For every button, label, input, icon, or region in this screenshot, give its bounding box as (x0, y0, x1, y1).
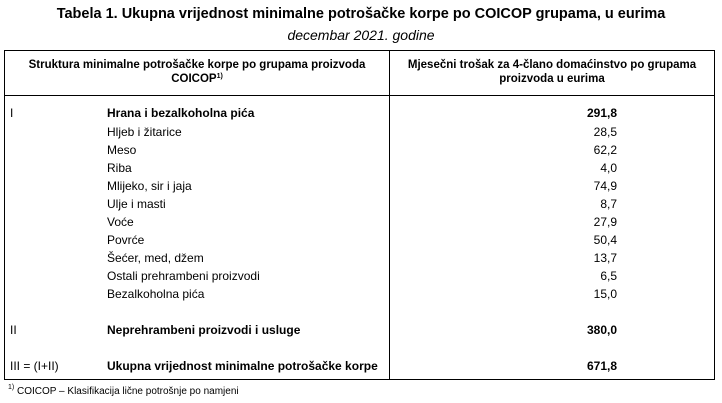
row-label: Ulje i masti (107, 197, 166, 211)
row-number: III = (I+II) (10, 359, 59, 373)
row-value: 27,9 (593, 215, 617, 229)
table-row (5, 177, 714, 195)
header-divider (5, 95, 714, 96)
footnote-text: COICOP – Klasifikacija lične potrošnje po namjeni (14, 386, 239, 397)
row-value: 4,0 (600, 161, 617, 175)
row-label: Voće (107, 215, 134, 229)
row-value: 380,0 (586, 323, 617, 337)
column-header-structure-line1: Struktura minimalne potrošačke korpe po grupama proizvoda (28, 59, 366, 71)
row-value: 62,2 (593, 143, 617, 157)
row-label: Mlijeko, sir i jaja (107, 179, 192, 193)
row-label: Povrće (107, 233, 145, 247)
column-header-cost-line1: Mjesečni trošak za 4-člano domaćinstvo po grupama (407, 59, 697, 71)
data-table (4, 50, 715, 380)
table-row (5, 267, 714, 285)
table-row (5, 159, 714, 177)
table-row (5, 249, 714, 267)
row-label: Neprehrambeni proizvodi i usluge (107, 323, 301, 337)
row-value: 6,5 (600, 269, 617, 283)
row-number: II (10, 323, 17, 337)
table-row-group-i (5, 104, 714, 122)
row-value: 74,9 (593, 179, 617, 193)
table-row-total (5, 357, 714, 375)
row-value: 671,8 (586, 359, 617, 373)
footnote-marker: 1) (216, 73, 223, 80)
row-value: 291,8 (586, 106, 617, 120)
footnote (8, 386, 239, 397)
row-value: 13,7 (593, 251, 617, 265)
table-row-group-ii (5, 321, 714, 339)
row-label: Ukupna vrijednost minimalne potrošačke korpe (107, 359, 378, 373)
row-value: 28,5 (593, 125, 617, 139)
table-row (5, 213, 714, 231)
row-label: Hrana i bezalkoholna pića (107, 106, 255, 120)
row-number: I (10, 106, 14, 120)
table-row (5, 123, 714, 141)
table-row (5, 285, 714, 303)
column-header-cost-line2: proizvoda u eurima (499, 73, 605, 85)
table-row (5, 231, 714, 249)
row-label: Bezalkoholna pića (107, 287, 205, 301)
row-label: Meso (107, 143, 137, 157)
table-row (5, 141, 714, 159)
column-header-structure (5, 58, 389, 86)
row-value: 50,4 (593, 233, 617, 247)
footnote-number: 1) (8, 384, 15, 391)
row-label: Šećer, med, džem (107, 251, 204, 265)
row-label: Ostali prehrambeni proizvodi (107, 269, 260, 283)
table-title: Tabela 1. Ukupna vrijednost minimalne potrošačke korpe po COICOP grupama, u eurima (56, 6, 666, 22)
column-header-monthly-cost (390, 58, 714, 86)
row-label: Hljeb i žitarice (107, 125, 182, 139)
table-row (5, 195, 714, 213)
table-subtitle: decembar 2021. godine (287, 27, 435, 43)
row-value: 15,0 (593, 287, 617, 301)
column-header-structure-line2: COICOP (171, 73, 217, 85)
row-value: 8,7 (600, 197, 617, 211)
row-label: Riba (107, 161, 132, 175)
